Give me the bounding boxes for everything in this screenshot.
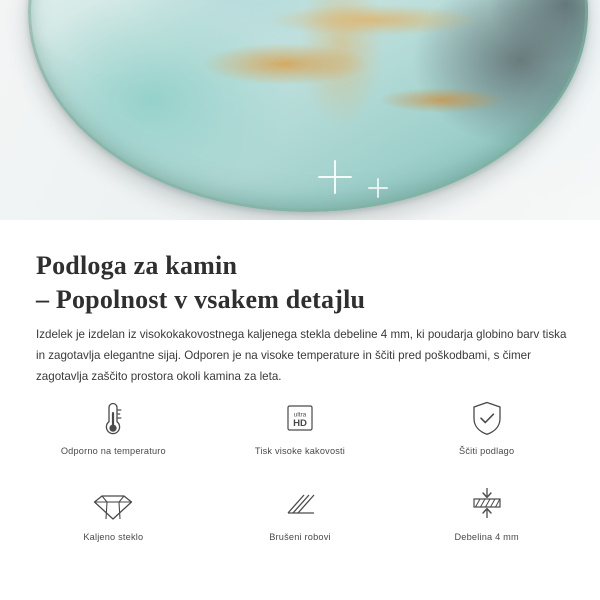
- polished-edges-icon: [280, 482, 320, 526]
- product-description-text: Izdelek je izdelan iz visokokakovostnega kaljenega stekla debeline 4 mm, ki poudarja globino barv tiska in zagotavlja elegantne sijaj. Odporen je na visoke temperature in ščiti pred poškodbami, s čimer zagotavlja zaščito prostora okoli kamina za leta.: [36, 327, 567, 383]
- plate-artwork: [28, 0, 588, 212]
- feature-label: Brušeni robovi: [269, 532, 331, 542]
- feature-label: Odporno na temperaturo: [60, 446, 166, 456]
- feature-item-print-quality: [207, 396, 394, 474]
- svg-text:ultra: ultra: [293, 411, 307, 419]
- feature-item-protects-surface: [393, 396, 580, 474]
- feature-label: Debelina 4 mm: [454, 532, 519, 542]
- headline-line-2: – Popolnost v vsakem detajlu: [36, 285, 366, 315]
- product-hero-image: [0, 0, 600, 220]
- feature-label: Tisk visoke kakovosti: [254, 446, 346, 456]
- thickness-icon: [467, 482, 507, 526]
- page-title: [36, 249, 566, 317]
- glass-plate-image: [28, 0, 588, 212]
- ultra-hd-icon: [280, 396, 320, 440]
- diamond-icon: [91, 482, 135, 526]
- thermometer-icon: [96, 396, 130, 440]
- headline-line-1: Podloga za kamin: [36, 251, 238, 281]
- feature-item-polished-edges: [207, 482, 394, 560]
- feature-item-tempered-glass: [20, 482, 207, 560]
- feature-label: Ščiti podlago: [459, 446, 515, 456]
- feature-item-thickness: [393, 482, 580, 560]
- svg-text:HD: HD: [293, 418, 307, 429]
- feature-label: Kaljeno steklo: [83, 532, 144, 542]
- feature-grid: [20, 396, 580, 560]
- feature-item-temperature: [20, 396, 207, 474]
- shield-check-icon: [467, 396, 507, 440]
